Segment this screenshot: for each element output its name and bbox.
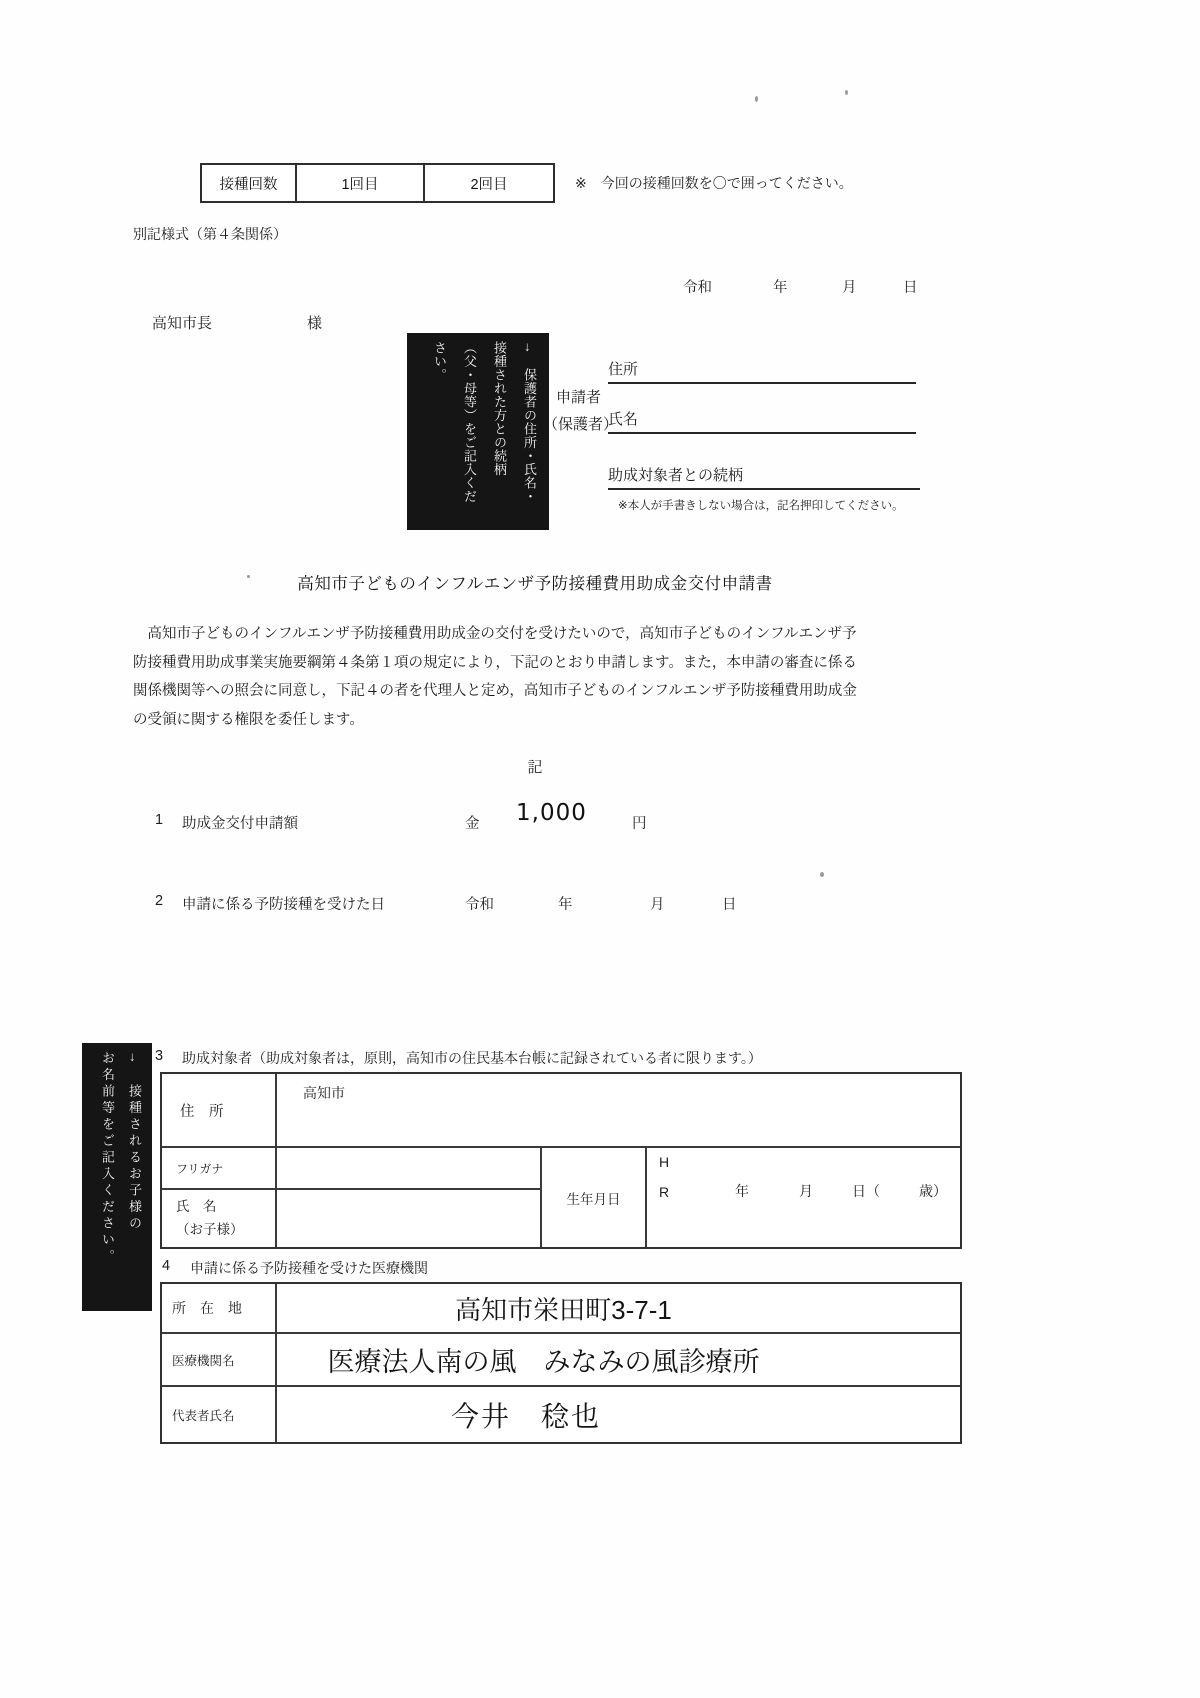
name-sublabel: （お子様）: [176, 1221, 244, 1237]
body-line: 高知市子どものインフルエンザ予防接種費用助成金の交付を受けたいので，高知市子どものインフルエンザ予: [133, 626, 857, 642]
representative-value-cell: 今井 稔也: [450, 1400, 601, 1432]
representative-label-cell: 代表者氏名: [162, 1387, 277, 1442]
era-r-label: R: [659, 1184, 670, 1200]
scan-speck: [755, 96, 758, 102]
date-era-label: 令和: [683, 280, 712, 296]
name-value-cell: [277, 1190, 542, 1247]
item2-label: 申請に係る予防接種を受けた日: [182, 897, 385, 913]
guardian-note-box: [407, 333, 549, 530]
date-year-label: 年: [773, 280, 788, 296]
child-note-line: お名前等をご記入ください。: [100, 1051, 115, 1266]
subsidy-target-table: [160, 1072, 962, 1249]
location-label-cell: 所 在 地: [162, 1284, 277, 1334]
applicant-relation-field: 助成対象者との続柄: [608, 464, 920, 490]
institution-name-label-cell: 医療機関名: [162, 1334, 277, 1387]
scan-speck: [247, 575, 250, 578]
item1-label: 助成金交付申請額: [182, 816, 298, 832]
body-line: の受領に関する権限を委任します。: [133, 711, 364, 728]
scan-speck: [820, 872, 824, 877]
guardian-note-line: さい。: [432, 341, 447, 382]
scan-speck: [845, 90, 848, 95]
dose-first-cell: 1回目: [295, 165, 423, 201]
birthdate-value-cell: [647, 1148, 960, 1247]
date-month-label: 月: [842, 280, 857, 296]
furigana-value-cell: [277, 1148, 542, 1190]
furigana-label-cell: フリガナ: [162, 1148, 277, 1190]
body-line: 防接種費用助成事業実施要綱第４条第１項の規定により，下記のとおり申請します。また，本申請の審査に係る: [133, 654, 857, 671]
dose-second-cell: 2回目: [423, 165, 553, 201]
location-value-cell: 高知市栄田町3-7-1: [277, 1284, 960, 1334]
applicant-address-field: 住所: [608, 358, 916, 384]
name-label-cell: [162, 1190, 277, 1247]
addressee-title: 高知市長: [152, 315, 213, 332]
section4-heading: 申請に係る予防接種を受けた医療機関: [190, 1260, 428, 1276]
dose-count-table: [200, 163, 555, 203]
guardian-note-line: 接種された方との続柄: [492, 341, 507, 476]
birthdate-label-cell: 生年月日: [542, 1148, 647, 1247]
item2-month-label: 月: [650, 897, 665, 913]
era-h-label: H: [659, 1154, 670, 1170]
medical-institution-table: [160, 1282, 962, 1444]
birth-day-label: 日（: [852, 1183, 880, 1199]
document-title: 高知市子どものインフルエンザ予防接種費用助成金交付申請書: [297, 575, 773, 593]
child-note-box: [82, 1043, 152, 1311]
applicant-name-field: 氏名: [608, 408, 916, 434]
address-value-cell: 高知市: [277, 1074, 960, 1148]
section3-heading: 助成対象者（助成対象者は，原則，高知市の住民基本台帳に記録されている者に限ります。）: [182, 1050, 762, 1066]
birth-month-label: 月: [799, 1183, 813, 1199]
birth-year-label: 年: [735, 1183, 749, 1199]
child-note-line: → 接種されるお子様の: [127, 1051, 142, 1233]
address-label-cell: 住 所: [162, 1074, 277, 1148]
body-line: 関係機関等への照会に同意し，下記４の者を代理人と定め，高知市子どものインフルエンザ予防接種費用助成金: [133, 683, 857, 699]
addressee-honorific: 様: [307, 315, 323, 332]
guardian-note-line: （父・母等）をご記入くだ: [462, 341, 477, 503]
item2-era-label: 令和: [465, 897, 494, 913]
item2-day-label: 日: [722, 897, 737, 913]
dose-count-header: 接種回数: [219, 176, 278, 193]
item1-number: 1: [155, 812, 164, 828]
guardian-note-line: → 保護者の住所・氏名・: [522, 341, 537, 503]
section4-number: 4: [162, 1258, 171, 1274]
applicant-role-sublabel: （保護者）: [543, 416, 619, 433]
section3-number: 3: [155, 1048, 164, 1064]
ki-heading: 記: [527, 759, 543, 776]
name-label: 氏 名: [176, 1199, 217, 1215]
birth-age-label: 歳）: [919, 1183, 947, 1199]
item1-amount: 1,000: [516, 800, 587, 826]
item1-currency-prefix: 金: [465, 816, 480, 832]
body-paragraph: [133, 620, 943, 734]
applicant-role-label: 申請者: [556, 389, 602, 406]
dose-circle-note: ※ 今回の接種回数を〇で囲ってください。: [575, 175, 853, 191]
item2-number: 2: [155, 893, 164, 909]
form-style-label: 別記様式（第４条関係）: [133, 226, 287, 242]
item1-currency-suffix: 円: [632, 816, 647, 832]
institution-name-value-cell: 医療法人南の風 みなみの風診療所: [277, 1334, 960, 1387]
date-day-label: 日: [903, 280, 918, 296]
signature-note: ※本人が手書きしない場合は，記名押印してください。: [618, 500, 904, 512]
item2-year-label: 年: [558, 897, 573, 913]
